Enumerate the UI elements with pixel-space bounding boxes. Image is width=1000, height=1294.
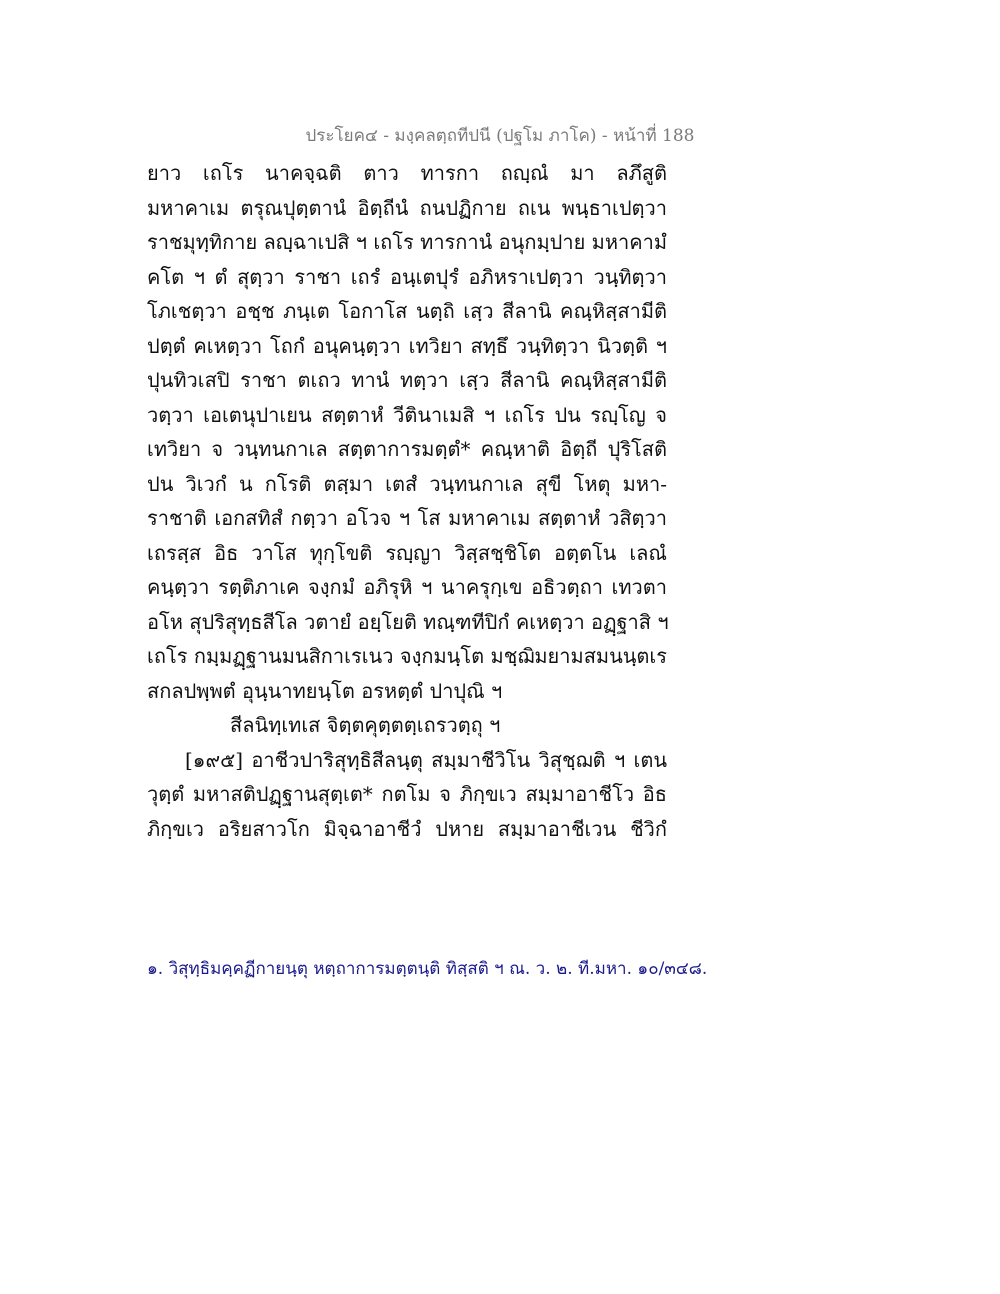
text-line: สกลปพฺพตํ อุนฺนาทยนฺโต อรหตฺตํ ปาปุณิ ฯ: [147, 678, 503, 703]
body-text: [147, 156, 667, 846]
footnote: ๑. วิสุทฺธิมคฺคฏีกายนฺตุ หตฺถาการมตฺตนฺติ ทิสฺสติ ฯ ณ. ว. ๒. ที.มหา. ๑๐/๓๔๘.: [147, 959, 708, 979]
text-line: ราชาติ เอกสทิสํ กตฺวา อโวจ ฯ โส มหาคาเม สตฺตาหํ วสิตฺวา: [147, 506, 667, 530]
text-line: ปุนทิวเสปิ ราชา ตเถว ทานํ ทตฺวา เสฺว สีลานิ คณฺหิสฺสามีติ: [147, 368, 667, 392]
page-header: ประโยค๔ - มงฺคลตฺถทีปนี (ปฐโม ภาโค) - หน้าที่ 188: [305, 126, 695, 146]
text-line: ปตฺตํ คเหตฺวา โถกํ อนุคนฺตฺวา เทวิยา สทฺธึ วนฺทิตฺวา นิวตฺติ ฯ: [147, 333, 667, 358]
text-line: มหาคาเม ตรุณปุตฺตานํ อิตฺถีนํ ถนปฏิกาย ถเน พนฺธาเปตฺวา: [147, 195, 667, 220]
paragraph-start-line: [๑๙๕] อาชีวปาริสุทฺธิสีลนฺตุ สมฺมาชีวิโน วิสุชฺฌติ ฯ เตน: [185, 747, 667, 772]
text-line: คโต ฯ ตํ สุตฺวา ราชา เถรํ อนฺเตปุรํ อภิหราเปตฺวา วนฺทิตฺวา: [147, 264, 667, 289]
text-line: ปน วิเวกํ น กโรติ ตสฺมา เตสํ วนฺทนกาเล สุขี โหตุ มหา-: [147, 471, 667, 496]
text-line: เถรสฺส อิธ วาโส ทุกฺโขติ รญฺญา วิสฺสชฺชิโต อตฺตโน เลณํ: [147, 540, 667, 565]
text-line: ภิกฺขเว อริยสาวโก มิจฺฉาอาชีวํ ปหาย สมฺมาอาชีเวน ชีวิกํ: [147, 816, 667, 841]
text-line: วุตฺตํ มหาสติปฏฺฐานสุตฺเต* กตโม จ ภิกฺขเว สมฺมาอาชีโว อิธ: [147, 782, 667, 806]
text-line: เถโร กมฺมฏฺฐานมนสิกาเรเนว จงฺกมนฺโต มชฺฌิมยามสมนนฺตเร: [147, 644, 667, 668]
text-line: วตฺวา เอเตนุปาเยน สตฺตาหํ วีตินาเมสิ ฯ เถโร ปน รญฺโญ จ: [147, 402, 667, 427]
section-title: สีลนิทฺเทเส จิตฺตคุตฺตตฺเถรวตฺถุ ฯ: [230, 713, 501, 737]
text-line: โภเชตฺวา อชฺช ภนฺเต โอกาโส นตฺถิ เสฺว สีลานิ คณฺหิสฺสามีติ: [147, 299, 667, 323]
text-line: ราชมุทฺทิกาย ลญฺฉาเปสิ ฯ เถโร ทารกานํ อนุกมฺปาย มหาคามํ: [147, 230, 668, 254]
text-line: เทวิยา จ วนฺทนกาเล สตฺตาการมตฺตํ* คณฺหาติ อิตฺถี ปุริโสติ: [147, 437, 667, 461]
text-line: อโห สุปริสุทฺธสีโล วตายํ อยฺโยติ ทณฺฑทีปิกํ คเหตฺวา อฏฺฐาสิ ฯ: [147, 609, 669, 634]
text-line: คนฺตฺวา รตฺติภาเค จงฺกมํ อภิรุหิ ฯ นาครุกฺเข อธิวตฺถา เทวตา: [147, 575, 667, 599]
text-line: ยาว เถโร นาคจฺฉติ ตาว ทารกา ถญฺณํ มา ลภึสูติ: [147, 161, 667, 185]
